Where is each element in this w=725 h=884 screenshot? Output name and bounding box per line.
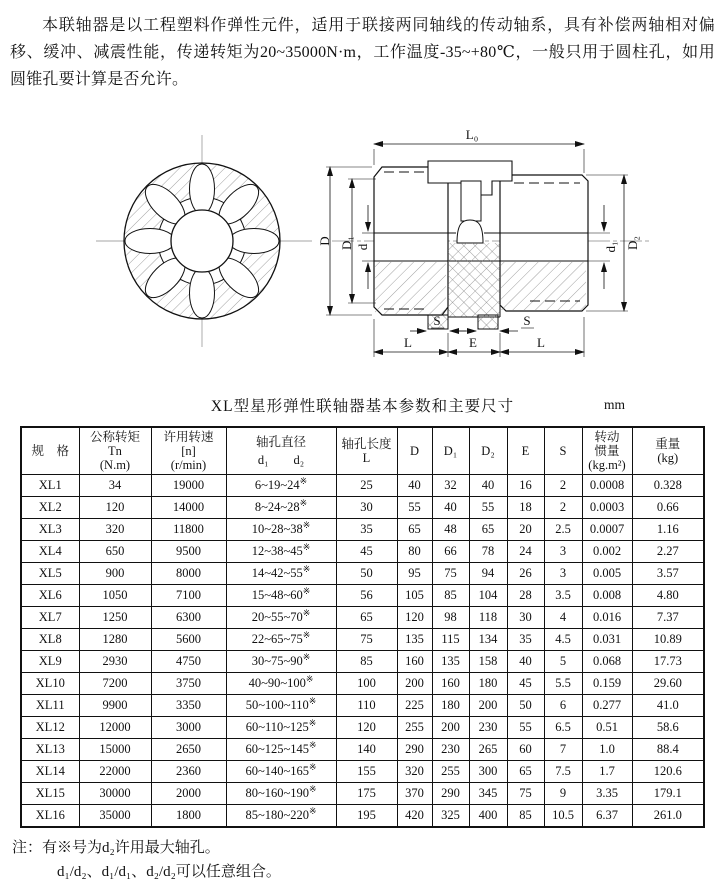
table-cell: XL12 <box>21 717 79 739</box>
table-cell: 50 <box>507 695 544 717</box>
column-header-4: 轴孔长度 L <box>336 427 397 475</box>
table-cell: 40~90~100※ <box>226 673 336 695</box>
table-cell: 85 <box>432 585 469 607</box>
table-cell: 2.5 <box>544 519 582 541</box>
table-cell: 0.016 <box>582 607 632 629</box>
table-cell: 12~38~45※ <box>226 541 336 563</box>
table-cell: 55 <box>507 717 544 739</box>
table-cell: 261.0 <box>632 805 704 828</box>
table-cell: 100 <box>336 673 397 695</box>
note-line-1 <box>12 836 725 860</box>
table-cell: 120 <box>336 717 397 739</box>
column-header-9: S <box>544 427 582 475</box>
table-cell: 32 <box>432 475 469 497</box>
table-cell: 1.0 <box>582 739 632 761</box>
table-cell: 55 <box>469 497 507 519</box>
table-cell: 0.0003 <box>582 497 632 519</box>
table-cell: 6~19~24※ <box>226 475 336 497</box>
table-cell: 420 <box>397 805 432 828</box>
table-row <box>21 673 704 695</box>
table-cell: 0.66 <box>632 497 704 519</box>
table-cell: 8000 <box>151 563 226 585</box>
table-cell: 158 <box>469 651 507 673</box>
table-cell: 2930 <box>79 651 151 673</box>
table-cell: 9500 <box>151 541 226 563</box>
table-cell: 40 <box>432 497 469 519</box>
column-header-8: E <box>507 427 544 475</box>
table-cell: 50 <box>336 563 397 585</box>
table-cell: 265 <box>469 739 507 761</box>
table-cell: 20 <box>507 519 544 541</box>
table-row <box>21 717 704 739</box>
table-cell: 65 <box>469 519 507 541</box>
table-cell: 25 <box>336 475 397 497</box>
table-cell: 0.328 <box>632 475 704 497</box>
table-cell: 12000 <box>79 717 151 739</box>
column-header-6: D₁ <box>432 427 469 475</box>
table-body <box>21 475 704 828</box>
table-cell: 45 <box>507 673 544 695</box>
table-cell: XL3 <box>21 519 79 541</box>
column-header-3: 轴孔直径 d₁ d₂ <box>226 427 336 475</box>
table-cell: 0.277 <box>582 695 632 717</box>
table-cell: 3.5 <box>544 585 582 607</box>
table-cell: 120 <box>79 497 151 519</box>
table-cell: 17.73 <box>632 651 704 673</box>
note-text-1: 有※号为d₂许用最大轴孔。 <box>42 840 220 856</box>
table-cell: 65 <box>507 761 544 783</box>
table-cell: 2 <box>544 497 582 519</box>
table-cell: 75 <box>336 629 397 651</box>
table-cell: 8~24~28※ <box>226 497 336 519</box>
table-cell: 120 <box>397 607 432 629</box>
table-cell: 115 <box>432 629 469 651</box>
table-cell: 14000 <box>151 497 226 519</box>
table-cell: 3.35 <box>582 783 632 805</box>
parameters-table <box>20 426 705 828</box>
table-cell: 5.5 <box>544 673 582 695</box>
table-cell: 66 <box>432 541 469 563</box>
table-row <box>21 541 704 563</box>
table-title: XL型星形弹性联轴器基本参数和主要尺寸 <box>210 398 515 415</box>
table-cell: 225 <box>397 695 432 717</box>
table-cell: 3000 <box>151 717 226 739</box>
table-cell: XL4 <box>21 541 79 563</box>
table-cell: 650 <box>79 541 151 563</box>
table-cell: 6.5 <box>544 717 582 739</box>
table-caption <box>0 394 725 420</box>
table-row <box>21 805 704 828</box>
table-cell: 0.0007 <box>582 519 632 541</box>
table-cell: 85 <box>336 651 397 673</box>
table-cell: 5600 <box>151 629 226 651</box>
table-cell: 20~55~70※ <box>226 607 336 629</box>
table-cell: 0.159 <box>582 673 632 695</box>
table-cell: 200 <box>469 695 507 717</box>
table-row <box>21 651 704 673</box>
note-prefix: 注： <box>12 840 43 856</box>
table-cell: 160 <box>397 651 432 673</box>
label-L-right: L <box>537 335 545 350</box>
table-cell: 230 <box>432 739 469 761</box>
table-cell: 0.0008 <box>582 475 632 497</box>
table-cell: 370 <box>397 783 432 805</box>
table-cell: 24 <box>507 541 544 563</box>
column-header-1: 公称转矩 Tn (N.m) <box>79 427 151 475</box>
label-d: d <box>355 243 370 251</box>
table-cell: 2.27 <box>632 541 704 563</box>
table-cell: 3750 <box>151 673 226 695</box>
table-cell: 200 <box>432 717 469 739</box>
table-cell: 19000 <box>151 475 226 497</box>
table-row <box>21 497 704 519</box>
table-cell: 22~65~75※ <box>226 629 336 651</box>
table-cell: 175 <box>336 783 397 805</box>
table-cell: 255 <box>432 761 469 783</box>
table-cell: 134 <box>469 629 507 651</box>
table-row <box>21 761 704 783</box>
table-cell: 95 <box>397 563 432 585</box>
table-cell: 6 <box>544 695 582 717</box>
table-cell: 4.80 <box>632 585 704 607</box>
table-cell: 18 <box>507 497 544 519</box>
label-S-right: S <box>523 313 531 328</box>
table-cell: 1250 <box>79 607 151 629</box>
table-cell: 0.002 <box>582 541 632 563</box>
column-header-11: 重量 (kg) <box>632 427 704 475</box>
technical-drawing <box>0 121 725 378</box>
table-cell: XL10 <box>21 673 79 695</box>
table-cell: 6.37 <box>582 805 632 828</box>
table-cell: 118 <box>469 607 507 629</box>
table-cell: 65 <box>336 607 397 629</box>
table-cell: 16 <box>507 475 544 497</box>
table-cell: 80 <box>397 541 432 563</box>
note-line-2: d₁/d₂、d₁/d₁、d₂/d₂可以任意组合。 <box>57 864 281 880</box>
label-S-left: S <box>433 313 441 328</box>
table-cell: 48 <box>432 519 469 541</box>
table-cell: 7.37 <box>632 607 704 629</box>
table-cell: 110 <box>336 695 397 717</box>
intro-paragraph: 本联轴器是以工程塑料作弹性元件，适用于联接两同轴线的传动轴系，具有补偿两轴相对偏移、缓冲、减震性能，传递转矩为20~35000N·m，工作温度-35~+80℃，一般只用于圆柱孔，如用圆锥孔要计算是否允许。 <box>10 17 715 88</box>
table-cell: XL6 <box>21 585 79 607</box>
table-cell: 60 <box>507 739 544 761</box>
table-cell: 179.1 <box>632 783 704 805</box>
table-cell: 1280 <box>79 629 151 651</box>
table-cell: 40 <box>469 475 507 497</box>
table-cell: 6300 <box>151 607 226 629</box>
table-cell: 40 <box>397 475 432 497</box>
label-d1: d₁ <box>603 241 618 253</box>
table-cell: 2650 <box>151 739 226 761</box>
table-cell: 60~140~165※ <box>226 761 336 783</box>
table-cell: 300 <box>469 761 507 783</box>
table-cell: 1050 <box>79 585 151 607</box>
table-cell: 2 <box>544 475 582 497</box>
table-cell: 55 <box>397 497 432 519</box>
table-row <box>21 629 704 651</box>
table-cell: 140 <box>336 739 397 761</box>
table-cell: 4 <box>544 607 582 629</box>
table-cell: 1800 <box>151 805 226 828</box>
table-cell: 135 <box>432 651 469 673</box>
table-cell: XL9 <box>21 651 79 673</box>
table-row <box>21 607 704 629</box>
table-cell: 56 <box>336 585 397 607</box>
table-cell: 80~160~190※ <box>226 783 336 805</box>
table-cell: 78 <box>469 541 507 563</box>
table-cell: 135 <box>397 629 432 651</box>
table-cell: 30 <box>507 607 544 629</box>
table-cell: 10.89 <box>632 629 704 651</box>
table-header <box>21 427 704 475</box>
table-cell: 75 <box>507 783 544 805</box>
notes <box>12 836 725 884</box>
table-cell: 0.005 <box>582 563 632 585</box>
table-cell: XL2 <box>21 497 79 519</box>
table-cell: 35 <box>336 519 397 541</box>
table-cell: 105 <box>397 585 432 607</box>
table-cell: 155 <box>336 761 397 783</box>
table-cell: 5 <box>544 651 582 673</box>
table-cell: 4.5 <box>544 629 582 651</box>
table-cell: 200 <box>397 673 432 695</box>
table-cell: 0.008 <box>582 585 632 607</box>
table-cell: 3 <box>544 563 582 585</box>
front-view <box>96 135 312 347</box>
table-cell: 26 <box>507 563 544 585</box>
table-cell: 65 <box>397 519 432 541</box>
table-cell: 3350 <box>151 695 226 717</box>
table-cell: 0.031 <box>582 629 632 651</box>
label-E: E <box>469 335 477 350</box>
table-cell: 180 <box>469 673 507 695</box>
table-cell: 325 <box>432 805 469 828</box>
table-cell: 7100 <box>151 585 226 607</box>
table-cell: XL16 <box>21 805 79 828</box>
table-cell: 7200 <box>79 673 151 695</box>
table-cell: 14~42~55※ <box>226 563 336 585</box>
label-D2: D₂ <box>625 236 640 250</box>
table-cell: 7 <box>544 739 582 761</box>
table-cell: 50~100~110※ <box>226 695 336 717</box>
table-cell: 45 <box>336 541 397 563</box>
table-cell: 30 <box>336 497 397 519</box>
table-cell: 1.7 <box>582 761 632 783</box>
table-cell: 58.6 <box>632 717 704 739</box>
table-cell: 120.6 <box>632 761 704 783</box>
table-cell: 10~28~38※ <box>226 519 336 541</box>
table-cell: XL5 <box>21 563 79 585</box>
table-cell: 345 <box>469 783 507 805</box>
table-cell: XL1 <box>21 475 79 497</box>
table-cell: 85 <box>507 805 544 828</box>
table-cell: 9 <box>544 783 582 805</box>
table-cell: 28 <box>507 585 544 607</box>
table-cell: 400 <box>469 805 507 828</box>
table-row <box>21 563 704 585</box>
table-cell: 195 <box>336 805 397 828</box>
table-cell: 2000 <box>151 783 226 805</box>
table-row <box>21 783 704 805</box>
column-header-10: 转动 惯量 (kg.m²) <box>582 427 632 475</box>
table-cell: 75 <box>432 563 469 585</box>
table-cell: 160 <box>432 673 469 695</box>
table-cell: 29.60 <box>632 673 704 695</box>
table-cell: 40 <box>507 651 544 673</box>
table-cell: 104 <box>469 585 507 607</box>
table-cell: 60~125~145※ <box>226 739 336 761</box>
table-cell: XL8 <box>21 629 79 651</box>
table-cell: 7.5 <box>544 761 582 783</box>
label-L0: L₀ <box>465 127 479 142</box>
label-D1: D₁ <box>339 236 354 250</box>
table-cell: 290 <box>397 739 432 761</box>
table-cell: 11800 <box>151 519 226 541</box>
table-cell: 900 <box>79 563 151 585</box>
table-unit: mm <box>603 397 625 412</box>
label-D: D <box>317 236 332 246</box>
table-cell: 3.57 <box>632 563 704 585</box>
table-cell: 30000 <box>79 783 151 805</box>
table-cell: 94 <box>469 563 507 585</box>
table-cell: 30~75~90※ <box>226 651 336 673</box>
table-cell: 1.16 <box>632 519 704 541</box>
table-cell: 9900 <box>79 695 151 717</box>
table-cell: 34 <box>79 475 151 497</box>
column-header-2: 许用转速 [n] (r/min) <box>151 427 226 475</box>
table-cell: 98 <box>432 607 469 629</box>
column-header-0: 规 格 <box>21 427 79 475</box>
coupling-drawing-svg <box>0 121 725 373</box>
table-cell: 0.51 <box>582 717 632 739</box>
table-row <box>21 739 704 761</box>
table-cell: 60~110~125※ <box>226 717 336 739</box>
table-cell: 35000 <box>79 805 151 828</box>
table-cell: XL11 <box>21 695 79 717</box>
table-row <box>21 475 704 497</box>
table-cell: 320 <box>79 519 151 541</box>
table-cell: 320 <box>397 761 432 783</box>
table-row <box>21 585 704 607</box>
table-cell: XL13 <box>21 739 79 761</box>
table-cell: 230 <box>469 717 507 739</box>
table-cell: 180 <box>432 695 469 717</box>
table-cell: 35 <box>507 629 544 651</box>
table-cell: 22000 <box>79 761 151 783</box>
table-cell: 41.0 <box>632 695 704 717</box>
table-cell: XL14 <box>21 761 79 783</box>
table-cell: 15000 <box>79 739 151 761</box>
table-cell: XL15 <box>21 783 79 805</box>
table-row <box>21 519 704 541</box>
column-header-7: D₂ <box>469 427 507 475</box>
table-cell: 0.068 <box>582 651 632 673</box>
table-cell: 10.5 <box>544 805 582 828</box>
table-cell: 4750 <box>151 651 226 673</box>
table-cell: XL7 <box>21 607 79 629</box>
label-L-left: L <box>404 335 412 350</box>
column-header-5: D <box>397 427 432 475</box>
table-cell: 290 <box>432 783 469 805</box>
table-cell: 88.4 <box>632 739 704 761</box>
table-cell: 2360 <box>151 761 226 783</box>
table-cell: 3 <box>544 541 582 563</box>
table-cell: 85~180~220※ <box>226 805 336 828</box>
table-cell: 255 <box>397 717 432 739</box>
table-cell: 15~48~60※ <box>226 585 336 607</box>
table-row <box>21 695 704 717</box>
